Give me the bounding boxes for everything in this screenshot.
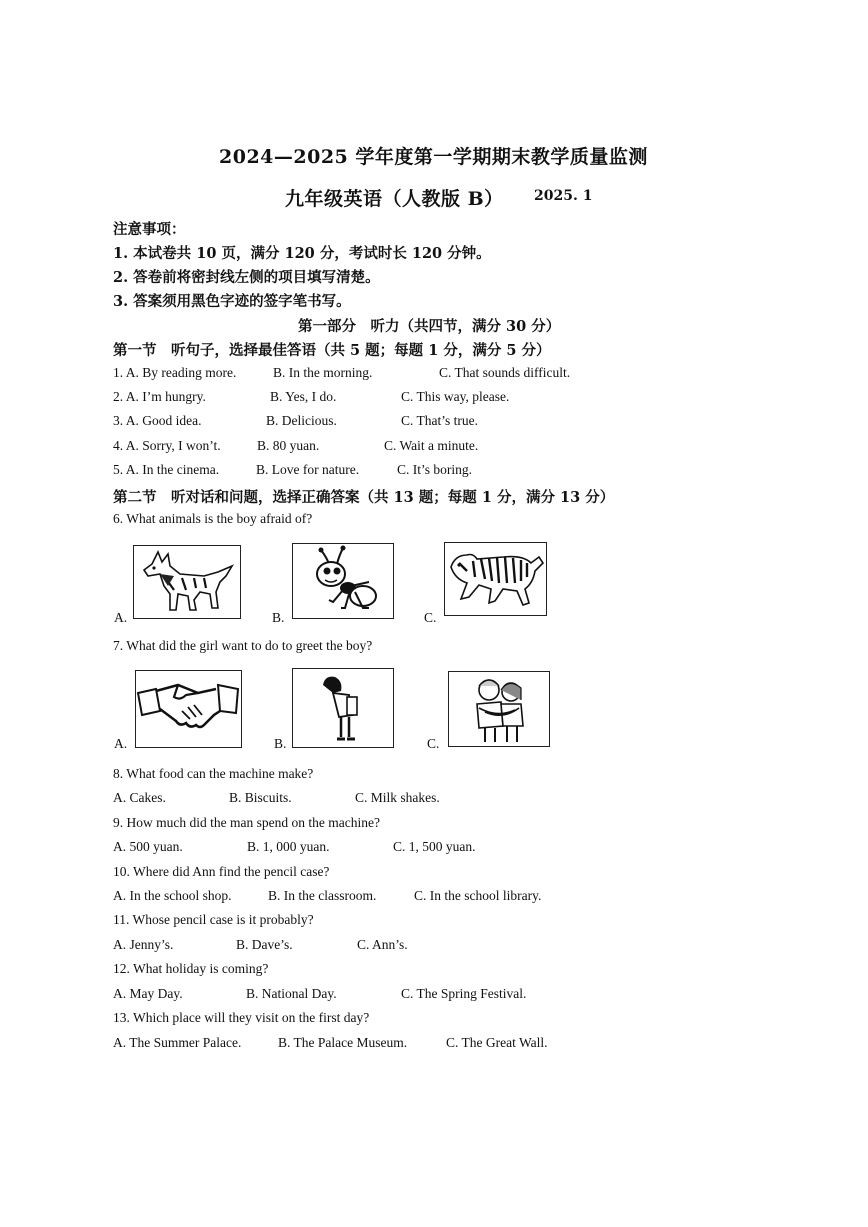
note-item: 2. 答卷前将密封线左侧的项目填写清楚。 (113, 269, 380, 286)
part1-title: 第一部分 听力（共四节，满分 30 分） (298, 318, 561, 335)
wolf-image (133, 545, 241, 619)
q1-option-a: 1. A. By reading more. (113, 365, 237, 380)
q5-option-c: C. It’s boring. (397, 462, 473, 477)
bowing-girl-image (292, 668, 394, 748)
exam-title: 2024—2025 学年度第一学期期末教学质量监测 (219, 146, 648, 168)
q8-option-c: C. Milk shakes. (355, 790, 440, 805)
q13-text: 13. Which place will they visit on the first day? (113, 1010, 370, 1025)
exam-subtitle: 九年级英语（人教版 B） (285, 188, 504, 210)
q13-option-c: C. The Great Wall. (446, 1035, 548, 1050)
tiger-icon (445, 543, 546, 615)
q11-text: 11. Whose pencil case is it probably? (113, 912, 314, 927)
q10-option-b: B. In the classroom. (268, 888, 377, 903)
q6-text: 6. What animals is the boy afraid of? (113, 511, 313, 526)
q7-label-b: B. (274, 736, 287, 751)
handshake-icon (136, 671, 241, 747)
hug-icon (449, 672, 549, 746)
q11-option-a: A. Jenny’s. (113, 937, 174, 952)
q3-option-c: C. That’s true. (401, 413, 478, 428)
q1-option-b: B. In the morning. (273, 365, 373, 380)
notes-heading: 注意事项： (113, 221, 186, 238)
q11-option-b: B. Dave’s. (236, 937, 293, 952)
q3-option-b: B. Delicious. (266, 413, 337, 428)
q4-option-b: B. 80 yuan. (257, 438, 320, 453)
hugging-children-image (448, 671, 550, 747)
q12-text: 12. What holiday is coming? (113, 961, 269, 976)
exam-date: 2025. 1 (534, 188, 593, 204)
q6-label-c: C. (424, 610, 437, 625)
q8-option-b: B. Biscuits. (229, 790, 292, 805)
note-item: 1. 本试卷共 10 页，满分 120 分，考试时长 120 分钟。 (113, 245, 491, 262)
section2-title: 第二节 听对话和问题，选择正确答案（共 13 题；每题 1 分，满分 13 分） (113, 489, 615, 506)
q2-option-a: 2. A. I’m hungry. (113, 389, 206, 404)
q6-label-b: B. (272, 610, 285, 625)
tiger-image (444, 542, 547, 616)
q8-option-a: A. Cakes. (113, 790, 166, 805)
ant-image (292, 543, 394, 619)
q4-option-c: C. Wait a minute. (384, 438, 479, 453)
q2-option-b: B. Yes, I do. (270, 389, 337, 404)
q2-option-c: C. This way, please. (401, 389, 510, 404)
q10-option-a: A. In the school shop. (113, 888, 232, 903)
ant-icon (293, 544, 393, 618)
section1-title: 第一节 听句子，选择最佳答语（共 5 题；每题 1 分，满分 5 分） (113, 342, 551, 359)
q7-text: 7. What did the girl want to do to greet the boy? (113, 638, 373, 653)
q12-option-c: C. The Spring Festival. (401, 986, 527, 1001)
q1-option-c: C. That sounds difficult. (439, 365, 571, 380)
q9-option-b: B. 1, 000 yuan. (247, 839, 330, 854)
q10-option-c: C. In the school library. (414, 888, 542, 903)
q9-option-c: C. 1, 500 yuan. (393, 839, 476, 854)
q7-label-a: A. (114, 736, 128, 751)
bowing-girl-icon (293, 669, 393, 747)
q8-text: 8. What food can the machine make? (113, 766, 314, 781)
q11-option-c: C. Ann’s. (357, 937, 408, 952)
q12-option-a: A. May Day. (113, 986, 183, 1001)
q3-option-a: 3. A. Good idea. (113, 413, 202, 428)
q6-label-a: A. (114, 610, 128, 625)
q10-text: 10. Where did Ann find the pencil case? (113, 864, 330, 879)
q5-option-a: 5. A. In the cinema. (113, 462, 220, 477)
q5-option-b: B. Love for nature. (256, 462, 360, 477)
q7-label-c: C. (427, 736, 440, 751)
handshake-image (135, 670, 242, 748)
q13-option-b: B. The Palace Museum. (278, 1035, 408, 1050)
q12-option-b: B. National Day. (246, 986, 337, 1001)
note-item: 3. 答案须用黑色字迹的签字笔书写。 (113, 293, 351, 310)
wolf-icon (134, 546, 240, 618)
q9-text: 9. How much did the man spend on the machine? (113, 815, 380, 830)
q9-option-a: A. 500 yuan. (113, 839, 183, 854)
q4-option-a: 4. A. Sorry, I won’t. (113, 438, 221, 453)
q13-option-a: A. The Summer Palace. (113, 1035, 242, 1050)
